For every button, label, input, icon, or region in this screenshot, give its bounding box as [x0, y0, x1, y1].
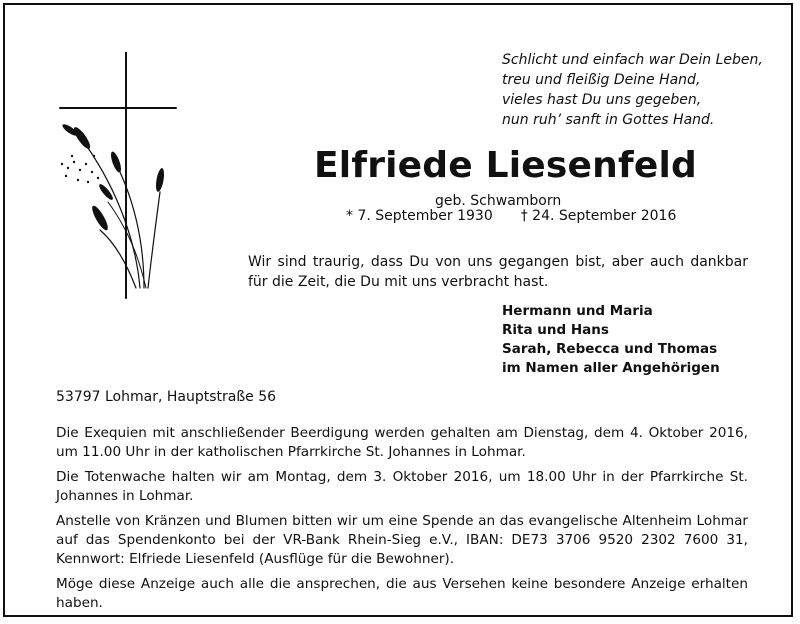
signer-line: Rita und Hans — [502, 322, 609, 338]
signer-line: Hermann und Maria — [502, 303, 653, 319]
wheat-ear — [154, 168, 165, 193]
poem — [502, 50, 772, 130]
seed-dot — [73, 161, 75, 163]
seed-dot — [61, 163, 63, 165]
signer-line: Sarah, Rebecca und Thomas — [502, 341, 718, 357]
seed-dot — [87, 181, 89, 183]
signer-line: im Namen aller Angehörigen — [502, 360, 720, 376]
seed-dot — [67, 167, 69, 169]
donation-paragraph: Anstelle von Kränzen und Blumen bitten wir um eine Spende an das evangelische Altenheim Lohmar auf das Spendenkonto bei der VR-Bank Rhein-Sieg e.V., IBAN: DE73 3706 9520 2302 7600 31, Kennwort: Elfriede Liesenfeld (Ausflüge für die Bewohner). — [56, 513, 748, 567]
poem-line: treu und fleißig Deine Hand, — [502, 72, 701, 88]
wheat-ear — [90, 204, 111, 232]
seed-dot — [93, 155, 95, 157]
seed-dot — [79, 169, 81, 171]
exequien-paragraph: Die Exequien mit anschließender Beerdigung werden gehalten am Dienstag, dem 4. Oktober 2016, um 11.00 Uhr in der katholischen Pfarrkirche St. Johannes in Lohmar. — [56, 425, 748, 460]
service-details — [56, 424, 748, 619]
seed-dot — [77, 179, 79, 181]
mourning-message: Wir sind traurig, dass Du von uns gegangen bist, aber auch dankbar für die Zeit, die Du mit uns verbracht hast. — [248, 254, 748, 290]
wheat-ear — [97, 182, 114, 201]
wake-paragraph: Die Totenwache halten wir am Montag, dem 3. Oktober 2016, um 18.00 Uhr in der Pfarrkirche St. Johannes in Lohmar. — [56, 469, 748, 504]
life-dates — [346, 207, 676, 225]
death-date: † 24. September 2016 — [520, 208, 677, 224]
birth-date: * 7. September 1930 — [346, 208, 493, 224]
wheat-stalk — [120, 172, 144, 288]
seed-dot — [65, 175, 67, 177]
signers — [502, 302, 720, 378]
poem-line: nun ruh’ sanft in Gottes Hand. — [502, 112, 715, 128]
wheat-ear — [109, 150, 123, 173]
seed-dot — [97, 177, 99, 179]
maiden-name: geb. Schwamborn — [435, 193, 562, 209]
cross-with-wheat-icon — [48, 52, 178, 304]
seed-dot — [85, 163, 87, 165]
seed-dot — [91, 171, 93, 173]
wheat-stalk — [148, 192, 160, 288]
wheat-ear — [71, 125, 92, 151]
seed-dot — [71, 155, 73, 157]
family-address: 53797 Lohmar, Hauptstraße 56 — [56, 389, 277, 405]
deceased-name: Elfriede Liesenfeld — [314, 145, 697, 186]
closing-paragraph: Möge diese Anzeige auch alle die ansprechen, die aus Versehen keine besondere Anzeige erhalten haben. — [56, 576, 748, 611]
poem-line: Schlicht und einfach war Dein Leben, — [502, 52, 763, 68]
poem-line: vieles hast Du uns gegeben, — [502, 92, 702, 108]
